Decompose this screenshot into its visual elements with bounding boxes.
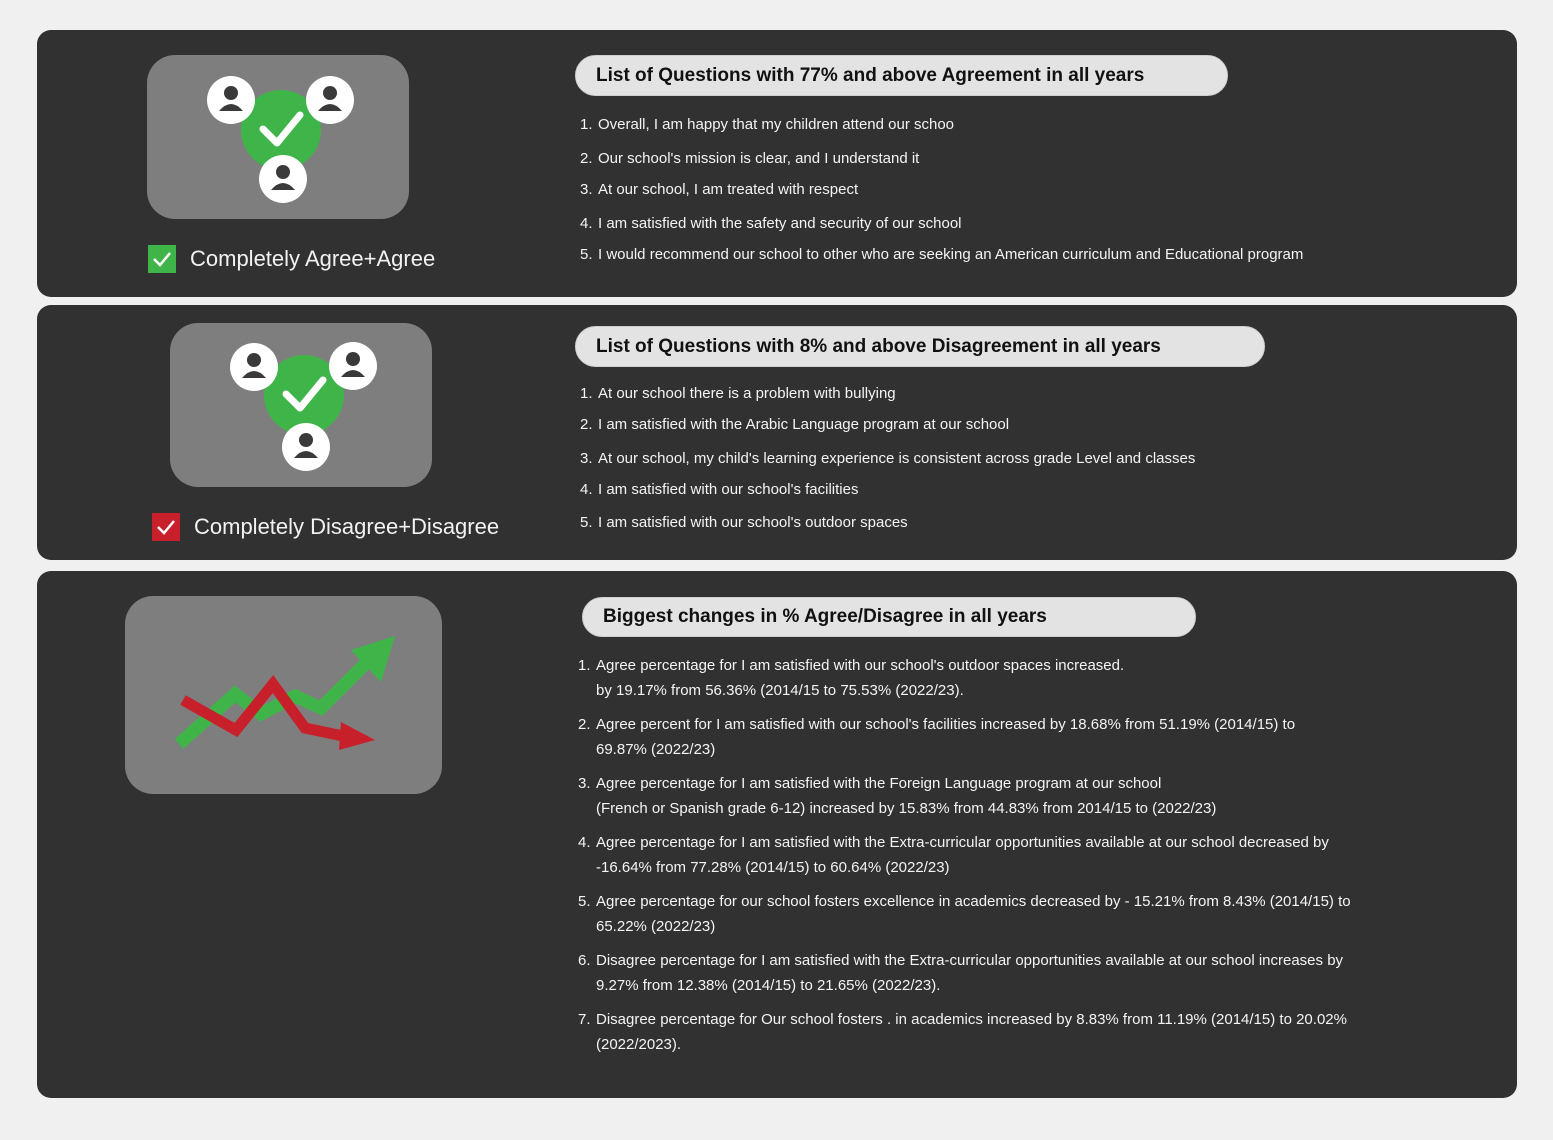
agreement-question-list [580, 113, 1480, 267]
agreement-title-text: List of Questions with 77% and above Agreement in all years [596, 64, 1145, 86]
list-item: 1. Overall, I am happy that my children attend our schoo [580, 116, 955, 133]
disagreement-question-list [580, 382, 1480, 535]
list-item: 2. I am satisfied with the Arabic Language program at our school [580, 416, 1010, 433]
agreement-legend-label: Completely Agree+Agree [190, 246, 436, 271]
agreement-legend [148, 245, 435, 273]
people-agreement-icon [170, 323, 432, 487]
list-item: 4. Agree percentage for I am satisfied with the Extra-curricular opportunities available at our school decreased by -16.64% from 77.28% (2014/15) to 60.64% (2022/23) [578, 834, 1329, 876]
red-check-icon [152, 513, 180, 541]
disagreement-legend [152, 513, 499, 541]
disagreement-icon-card [170, 323, 432, 487]
disagreement-legend-label: Completely Disagree+Disagree [194, 514, 500, 539]
disagreement-title [575, 326, 1265, 367]
changes-title-text: Biggest changes in % Agree/Disagree in all years [603, 606, 1047, 627]
agreement-title [575, 55, 1228, 96]
list-item: 1. Agree percentage for I am satisfied with our school's outdoor spaces increased. by 19.17% from 56.36% (2014/15 to 75.53% (2022/23). [578, 657, 1125, 699]
list-item: 3. At our school, my child's learning experience is consistent across grade Level and classes [580, 450, 1196, 467]
list-item: 6. Disagree percentage for I am satisfied with the Extra-curricular opportunities available at our school increases by 9.27% from 12.38% (2014/15) to 21.65% (2022/23). [578, 952, 1344, 994]
list-item: 5. I am satisfied with our school's outdoor spaces [580, 514, 908, 531]
changes-title [582, 597, 1196, 637]
list-item: 4. I am satisfied with our school's facilities [580, 481, 859, 498]
list-item: 2. Agree percent for I am satisfied with our school's facilities increased by 18.68% from 51.19% (2014/15) to 69.87% (2022/23) [578, 716, 1296, 758]
list-item: 1. At our school there is a problem with bullying [580, 385, 896, 402]
people-agreement-icon [147, 55, 409, 219]
changes-icon-card [125, 596, 442, 794]
changes-list [578, 653, 1378, 1066]
list-item: 7. Disagree percentage for Our school fosters . in academics increased by 8.83% from 11.19% (2014/15) to 20.02% (2022/2023). [578, 1011, 1347, 1053]
list-item: 5. Agree percentage for our school fosters excellence in academics decreased by - 15.21% from 8.43% (2014/15) to 65.22% (2022/23) [578, 893, 1351, 935]
list-item: 3. Agree percentage for I am satisfied with the Foreign Language program at our school (French or Spanish grade 6-12) increased by 15.83% from 44.83% from 2014/15 to (2022/23) [578, 775, 1217, 817]
list-item: 4. I am satisfied with the safety and security of our school [580, 215, 962, 232]
list-item: 2. Our school's mission is clear, and I understand it [580, 150, 920, 167]
agreement-icon-card [147, 55, 409, 219]
list-item: 5. I would recommend our school to other who are seeking an American curriculum and Educational program [580, 246, 1304, 263]
changes-panel [37, 571, 1517, 1098]
list-item: 3. At our school, I am treated with respect [580, 181, 859, 198]
agreement-panel [37, 30, 1517, 297]
trend-arrows-icon [125, 596, 442, 794]
green-check-icon [148, 245, 176, 273]
disagreement-panel [37, 305, 1517, 560]
disagreement-title-text: List of Questions with 8% and above Disagreement in all years [596, 335, 1161, 357]
